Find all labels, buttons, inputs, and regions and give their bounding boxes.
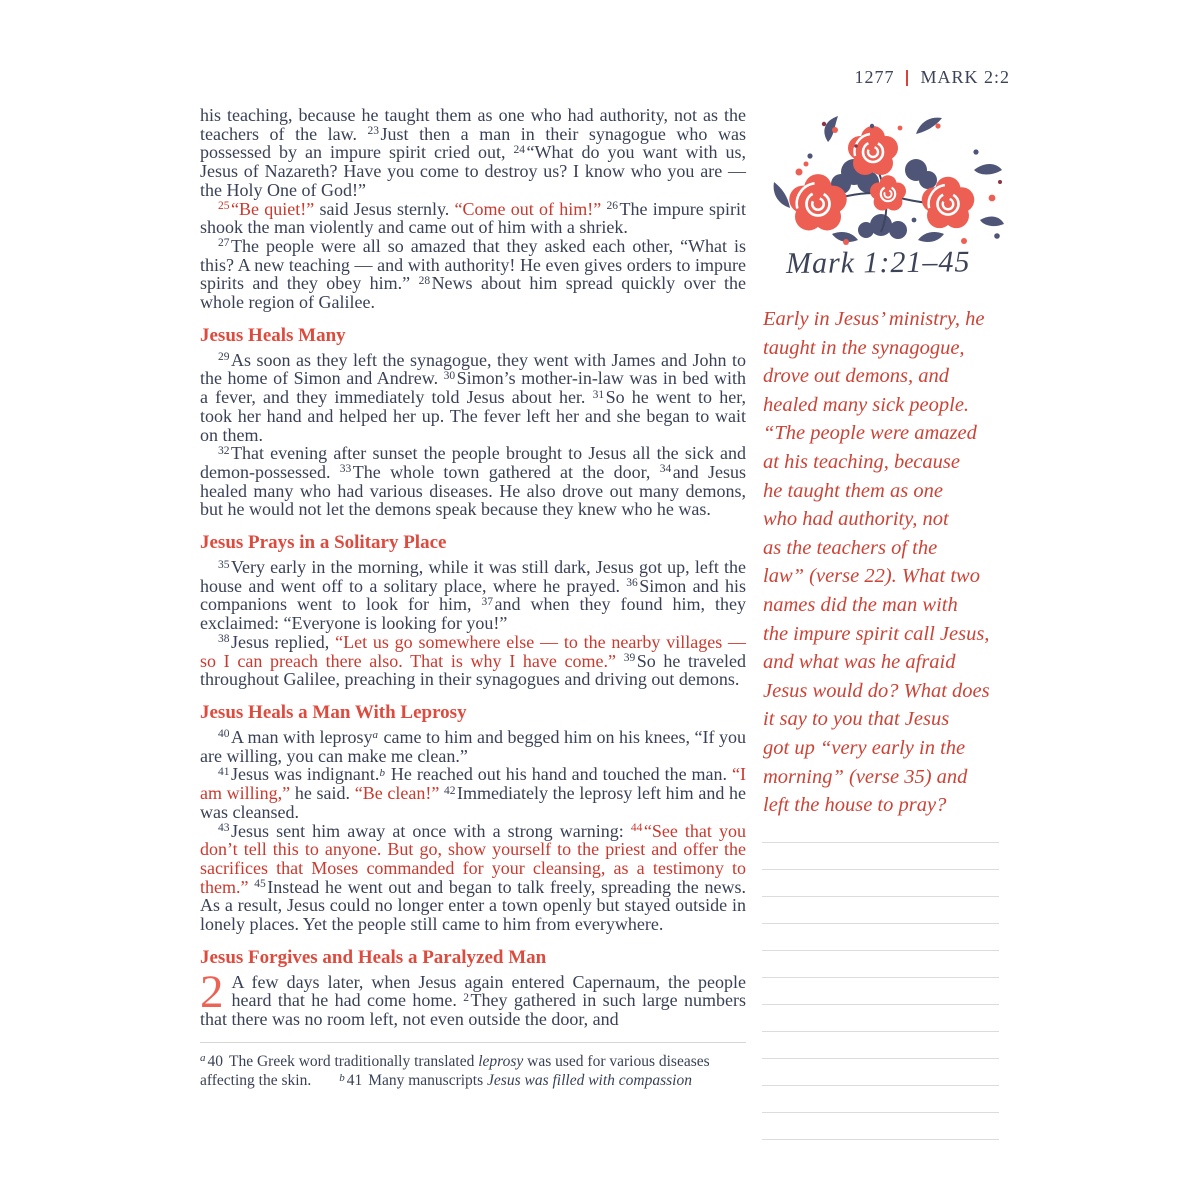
text-segment: 43 [218,822,230,834]
section-heading: Jesus Forgives and Heals a Paralyzed Man [200,946,547,968]
text-segment: Jesus replied, [231,631,336,652]
scripture-column [200,106,746,1091]
text-segment: The impure spirit shook the man violently and came out of him with a shriek. [200,198,746,238]
text-segment: and when they found him, they exclaimed: “Everyone is looking for you!” [200,594,746,634]
text-segment: “Let us go somewhere else — to the nearby villages — so I can preach there also. That is why I have come.” [200,631,746,671]
text-segment: Jesus sent him away at once with a strong warning: [231,820,631,841]
text-segment: 30 [443,369,456,382]
text-segment: and Jesus healed many who had various diseases. He also drove out many demons, but he would not let the demons speak because they knew who he was. [200,461,746,520]
text-segment: 38 [218,633,230,646]
page-header [840,67,1010,88]
note-line: he taught them as one [763,479,943,502]
text-segment: Just then a man in their synagogue who was possessed by an impure spirit cried out, [200,123,746,163]
verse-paragraph [200,558,746,633]
note-line: taught in the synagogue, [763,336,965,359]
footnotes [200,1052,746,1091]
text-segment: 35 [218,558,230,571]
text-segment: 36 [626,577,638,590]
text-segment: leprosy [478,1052,524,1070]
text-segment: The people were all so amazed that they asked each other, “What is this? A new teaching — and with authority! He even gives orders to impure spirits and they obey him.” [200,235,746,294]
text-segment: 23 [367,125,380,138]
note-line: names did the man with [763,593,958,616]
text-segment: was used for various diseases affecting the skin. [200,1052,710,1090]
rose-illustration [768,112,1004,245]
text-segment: 44 [630,822,643,834]
text-segment: 34 [659,463,672,476]
header-divider [906,70,908,86]
text-segment: They gathered in such large numbers that there was no room left, not even outside the door, and [200,990,746,1030]
text-segment: Jesus was indignant. [231,764,380,785]
note-line: and what was he afraid [763,651,956,674]
text-segment: 45 [254,878,266,891]
text-segment: 26 [606,200,619,213]
text-segment: “What do you want with us, Jesus of Nazareth? Have you come to destroy us? I know who you are — the Holy One of God!” [200,142,746,200]
ruled-line [762,1139,999,1166]
ruled-line [762,1004,999,1031]
verse-paragraph [200,106,746,200]
text-segment: Very early in the morning, while it was still dark, Jesus got up, left the house and went off to a solitary place, where he prayed. [200,557,746,596]
text-segment: Many manuscripts [368,1072,488,1090]
text-segment: News about him spread quickly over the whole region of Galilee. [200,273,746,313]
text-segment: Simon and his companions went to look for him, [200,575,746,615]
text-segment: 24 [513,143,525,156]
verse-paragraph [200,765,746,821]
text-segment: 29 [218,351,230,364]
note-line: drove out demons, and [763,365,949,388]
text-segment: A few days later, when Jesus again entered Capernaum, the people heard that he had come home. [231,971,746,1011]
text-segment: 27 [218,237,230,250]
margin-note [763,305,1015,820]
note-line: Early in Jesus’ ministry, he [763,308,985,330]
note-line: “The people were amazed [763,422,977,445]
section-heading: Jesus Heals a Man With Leprosy [200,701,467,723]
text-segment: a [200,1052,206,1065]
ruled-line [762,1058,999,1085]
text-segment: his teaching, because he taught them as one who had authority, not as the teachers of the law. [200,105,746,144]
ruled-line [762,977,999,1004]
text-segment: 31 [592,388,605,401]
text-segment: came to him and begged him on his knees, “If you are willing, you can make me clean.” [200,726,746,766]
verse-paragraph [200,728,746,765]
text-segment: As soon as they left the synagogue, they went with James and John to the home of Simon and Andrew. [200,349,746,389]
text-segment: 39 [623,652,636,665]
text-segment: 37 [481,595,494,608]
text-segment: Instead he went out and began to talk freely, spreading the news. As a result, Jesus could no longer enter a town openly but stayed outside in lonely places. Yet the people still came to him from everywhere. [200,876,747,935]
text-segment: 41 [346,1072,363,1090]
text-segment: So he went to her, took her hand and helped her up. The fever left her and she began to wait on them. [200,387,746,445]
note-line: left the house to pray? [763,794,947,817]
text-segment: So he traveled throughout Galilee, preaching in their synagogues and driving out demons. [200,650,747,690]
text-segment: Jesus was filled with compassion [487,1072,692,1090]
verse-paragraph [200,237,746,312]
book-reference: MARK 2:2 [920,67,1010,87]
verse-paragraph [200,822,746,934]
text-segment [601,199,606,219]
text-segment: “Be quiet!” [231,198,315,219]
text-segment: “I am willing,” [200,764,746,804]
text-segment: 40 [207,1052,223,1070]
text-segment: The Greek word traditionally translated [229,1052,479,1070]
text-segment: “Come out of him!” [454,198,602,219]
text-segment: 32 [218,444,230,457]
note-line: who had authority, not [763,508,949,531]
chapter-number: 2 [200,965,224,1018]
passage-reference: Mark 1:21–45 [785,245,971,281]
note-line: morning” (verse 35) and [763,765,968,788]
text-segment: 28 [418,274,431,287]
ruled-line [762,1085,999,1112]
ruled-line [762,950,999,977]
ruled-line [762,896,999,923]
footnotes-text [200,1052,746,1091]
ruled-line [762,923,999,950]
text-segment: He reached out his hand and touched the man. [385,764,733,785]
text-segment: he said. [290,783,355,804]
verse-paragraph [200,633,746,689]
note-line: law” (verse 22). What two [763,565,980,588]
verse-paragraph [200,444,746,519]
section-heading: Jesus Heals Many [200,324,346,346]
text-segment: b [339,1071,345,1084]
text-segment: The whole town gathered at the door, [352,461,660,482]
verse-paragraph [200,200,746,237]
text-segment: b [379,766,385,779]
text-segment: 42 [444,784,456,797]
note-line: healed many sick people. [763,393,970,416]
journal-lines [762,842,999,1166]
note-line: as the teachers of the [763,536,938,559]
footnote-divider [200,1042,746,1043]
ruled-line [762,1112,999,1139]
text-segment: A man with leprosy [231,726,373,747]
text-segment: 40 [218,728,230,741]
scripture-text [200,106,746,1029]
section-heading: Jesus Prays in a Solitary Place [200,532,447,554]
note-line: got up “very early in the [763,736,966,759]
ruled-line [762,869,999,896]
chapter-opening-paragraph [200,965,746,1030]
note-line: it say to you that Jesus [763,708,950,731]
note-line: at his teaching, because [763,450,960,473]
text-segment [616,651,624,671]
text-segment: a [372,729,379,742]
text-segment: 25 [218,200,230,213]
ruled-line [762,842,999,869]
ruled-line [762,1031,999,1058]
note-line: the impure spirit call Jesus, [763,622,990,645]
text-segment: 2 [463,991,469,1004]
page-number: 1277 [854,67,895,87]
text-segment: “Be clean!” [354,783,440,804]
text-segment: Immediately the leprosy left him and he was cleansed. [200,783,747,822]
text-segment: “See that you don’t tell this to anyone. But go, show yourself to the priest and offer the sacrifices that Moses commanded for your cleansing, as a testimony to them.” [200,820,746,897]
text-segment: 33 [339,463,352,476]
text-segment: said Jesus sternly. [314,198,455,219]
text-segment: That evening after sunset the people brought to Jesus all the sick and demon-possessed. [200,443,746,482]
text-segment: Simon’s mother-in-law was in bed with a fever, and they immediately told Jesus about her. [200,368,747,408]
text-segment: 41 [218,765,230,778]
verse-paragraph [200,351,746,445]
note-line: Jesus would do? What does [763,679,990,702]
